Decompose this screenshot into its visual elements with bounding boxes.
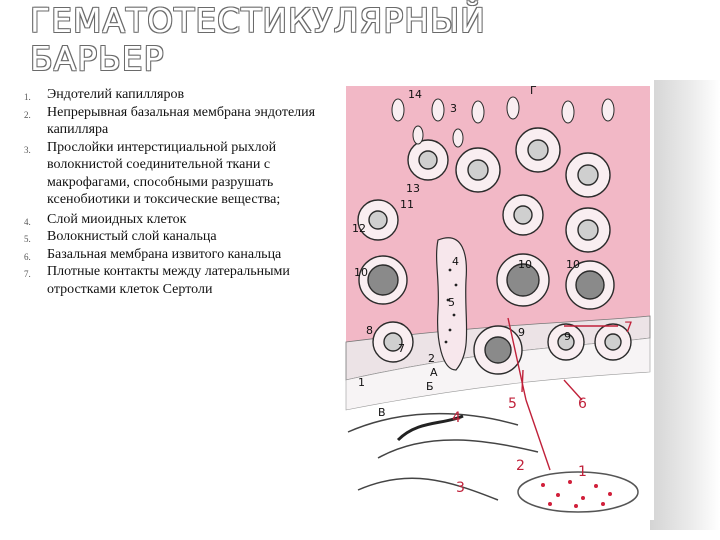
seminiferous-tubule-drawing: [338, 80, 654, 520]
label-1: 1: [358, 376, 365, 389]
item-text: Плотные контакты между латеральными отростками клеток Сертоли: [47, 264, 290, 297]
barrier-components-list: [24, 86, 316, 298]
item-text: Волокнистый слой канальца: [47, 229, 217, 244]
label-a: А: [430, 366, 438, 379]
item-text: Прослойки интерстициальной рыхлой волокнистой соединительной ткани с макрофагами, способными разрушать ксенобиотики и токсические вещества;: [47, 139, 281, 207]
label-14: 14: [408, 88, 422, 101]
list-item: [24, 246, 316, 264]
item-number: 1.: [24, 92, 31, 102]
red-label-5: 5: [508, 396, 517, 412]
label-13: 13: [406, 182, 420, 195]
item-number: 2.: [24, 109, 31, 120]
slide-title: [30, 2, 486, 78]
item-number: 6.: [24, 251, 31, 262]
label-2: 2: [428, 352, 435, 365]
label-3: 3: [450, 102, 457, 115]
label-9b: 9: [564, 330, 571, 343]
item-text: Слой миоидных клеток: [47, 211, 187, 227]
item-number: 4.: [24, 216, 31, 227]
label-g: Г: [530, 84, 537, 97]
label-10c: 10: [566, 258, 580, 271]
red-label-2: 2: [516, 458, 525, 474]
red-label-1: 1: [578, 464, 587, 480]
label-10b: 10: [518, 258, 532, 271]
red-label-4: 4: [452, 410, 461, 426]
red-label-3: 3: [456, 480, 465, 496]
item-number: 5.: [24, 234, 31, 244]
label-8: 8: [366, 324, 373, 337]
label-4: 4: [452, 255, 459, 268]
label-v: В: [378, 406, 386, 419]
label-11: 11: [400, 198, 414, 211]
red-label-6: 6: [578, 396, 587, 412]
red-label-7: 7: [624, 320, 633, 336]
label-b: Б: [426, 380, 434, 393]
figure-shadow: [650, 80, 720, 530]
title-line-1: ГЕМАТОТЕСТИКУЛЯРНЫЙ: [30, 1, 486, 40]
list-item: [24, 228, 316, 246]
title-line-2: БАРЬЕР: [30, 39, 165, 78]
list-item: [24, 104, 316, 139]
label-5: 5: [448, 296, 455, 309]
label-7: 7: [398, 342, 405, 355]
item-text: Базальная мембрана извитого канальца: [47, 246, 282, 262]
item-number: 7.: [24, 269, 31, 279]
label-9a: 9: [518, 326, 525, 339]
list-item: [24, 139, 316, 209]
item-text: Непрерывная базальная мембрана эндотелия капилляра: [47, 104, 316, 137]
list-item: [24, 86, 316, 104]
item-number: 3.: [24, 144, 31, 155]
list-item: [24, 263, 316, 298]
label-10a: 10: [354, 266, 368, 279]
histology-figure: [338, 80, 654, 520]
label-12: 12: [352, 222, 366, 235]
item-text: Эндотелий капилляров: [47, 87, 185, 102]
list-item: [24, 211, 316, 229]
